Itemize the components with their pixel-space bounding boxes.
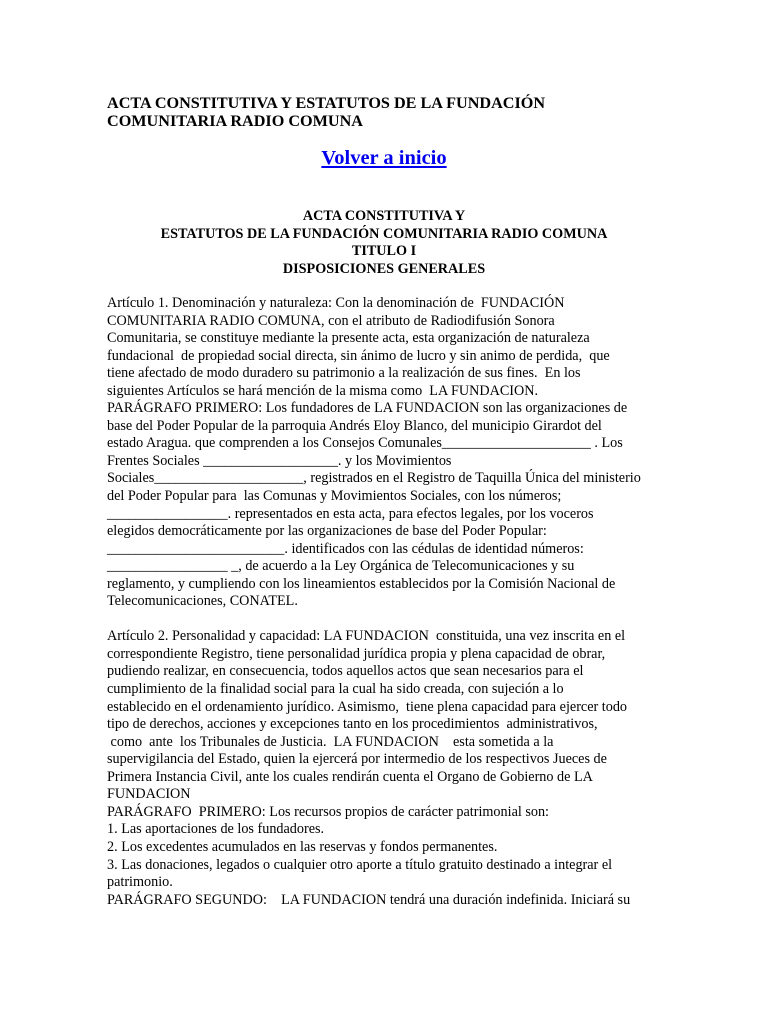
article-2 [107,628,667,909]
text-line: Comunitaria, se constituye mediante la presente acta, esta organización de naturaleza [107,330,590,347]
text-line: tiene afectado de modo duradero su patrimonio a la realización de sus fines. En los [107,365,581,382]
text-line: cumplimiento de la finalidad social para la cual ha sido creada, con sujeción a lo [107,681,564,698]
text-line: Telecomunicaciones, CONATEL. [107,593,298,610]
text-line: estado Aragua. que comprenden a los Consejos Comunales_____________________ . Los [107,435,623,452]
text-line: pudiendo realizar, en consecuencia, todos aquellos actos que sean necesarios para el [107,663,584,680]
text-line: Artículo 1. Denominación y naturaleza: Con la denominación de FUNDACIÓN [107,295,565,311]
text-line: 1. Las aportaciones de los fundadores. [107,821,325,838]
section-heading-line: TITULO I [351,243,417,260]
text-line: Primera Instancia Civil, ante los cuales rendirán cuenta el Organo de Gobierno de LA [107,768,593,785]
text-line: del Poder Popular para las Comunas y Movimientos Sociales, con los números; [107,488,562,505]
text-line: base del Poder Popular de la parroquia Andrés Eloy Blanco, del municipio Girardot del [107,417,602,434]
text-line: _________________. representados en esta acta, para efectos legales, por los voceros [107,505,594,522]
text-line: patrimonio. [107,874,173,891]
text-line: Frentes Sociales ___________________. y los Movimientos [107,452,452,469]
text-line: establecido en el ordenamiento jurídico. Asimismo, tiene plena capacidad para ejercer todo [107,698,628,715]
text-line: supervigilancia del Estado, quien la ejercerá por intermedio de los respectivos Jueces de [107,751,607,768]
text-line: reglamento, y cumpliendo con los lineamientos establecidos por la Comisión Nacional de [107,575,616,592]
document-title-line: ACTA CONSTITUTIVA Y ESTATUTOS DE LA FUNDACIÓN [107,94,546,112]
text-line: _________________________. identificados con las cédulas de identidad números: [107,540,584,557]
text-line: Sociales_____________________, registrados en el Registro de Taquilla Única del ministerio [107,470,641,487]
text-line: _________________ _, de acuerdo a la Ley Orgánica de Telecomunicaciones y su [107,558,575,575]
document-title [107,94,667,130]
text-line: COMUNITARIA RADIO COMUNA, con el atributo de Radiodifusión Sonora [107,312,555,329]
section-heading-line: ACTA CONSTITUTIVA Y [302,208,466,224]
text-line: elegidos democráticamente por las organizaciones de base del Poder Popular: [107,523,547,540]
article-1 [107,295,667,611]
text-line: 2. Los excedentes acumulados en las reservas y fondos permanentes. [107,838,498,855]
section-heading-line: ESTATUTOS DE LA FUNDACIÓN COMUNITARIA RADIO COMUNA [160,225,608,242]
text-line: PARÁGRAFO PRIMERO: Los fundadores de LA FUNDACION son las organizaciones de [107,400,628,417]
text-line: PARÁGRAFO SEGUNDO: LA FUNDACION tendrá una duración indefinida. Iniciará su [107,891,631,908]
paragraph-gap [107,611,667,629]
text-line: correspondiente Registro, tiene personalidad jurídica propia y plena capacidad de obrar, [107,645,606,662]
text-line: fundacional de propiedad social directa, sin ánimo de lucro y sin animo de perdida, que [107,347,610,364]
text-line: Artículo 2. Personalidad y capacidad: LA FUNDACION constituida, una vez inscrita en el [107,628,626,645]
text-line: PARÁGRAFO PRIMERO: Los recursos propios de carácter patrimonial son: [107,803,550,820]
document-title-line: COMUNITARIA RADIO COMUNA [107,112,363,130]
text-line: 3. Las donaciones, legados o cualquier otro aporte a título gratuito destinado a integrar el [107,856,613,873]
text-line: como ante los Tribunales de Justicia. LA FUNDACION esta sometida a la [107,733,554,750]
text-line: siguientes Artículos se hará mención de la misma como LA FUNDACION. [107,382,539,399]
section-heading [0,208,768,278]
document-body [107,295,667,909]
text-line: tipo de derechos, acciones y excepciones tanto en los procedimientos administrativos, [107,716,598,733]
text-line: FUNDACION [107,786,191,803]
section-heading-line: DISPOSICIONES GENERALES [282,260,486,277]
back-to-home-link[interactable]: Volver a inicio [321,147,447,169]
